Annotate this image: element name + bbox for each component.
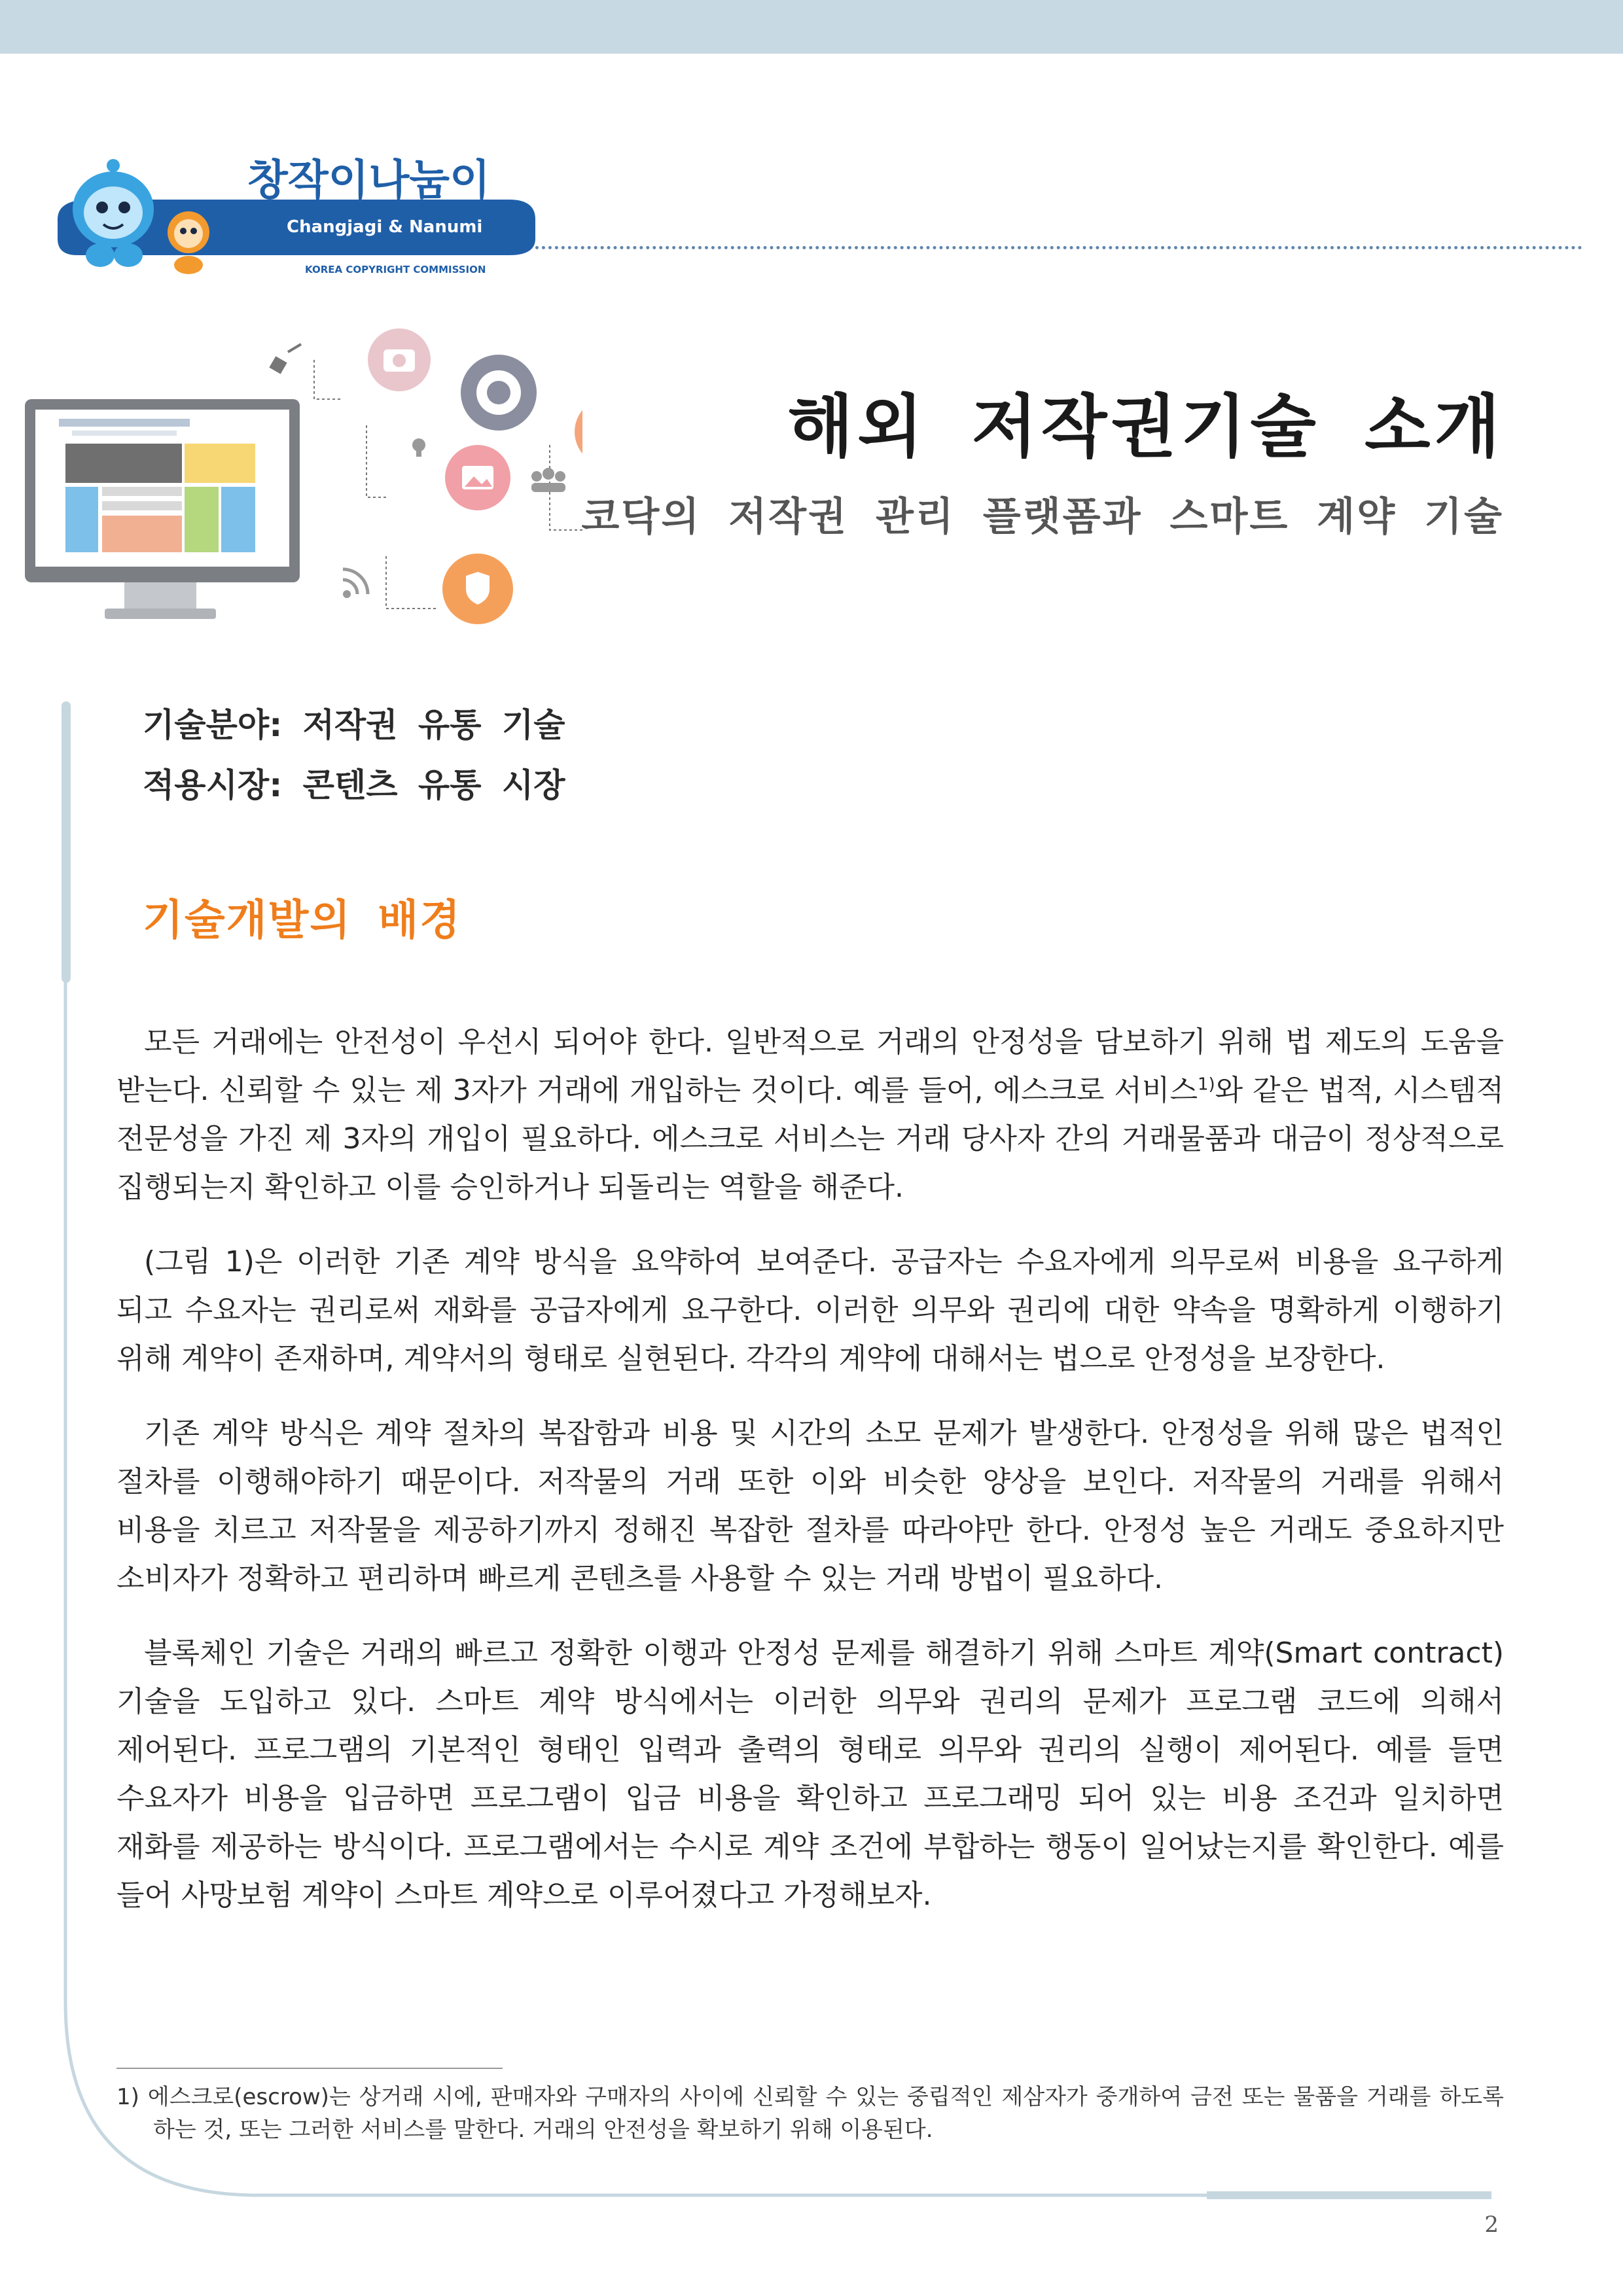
footnote-rule (116, 2068, 503, 2069)
tech-field: 기술분야: 저작권 유통 기술 (143, 706, 565, 744)
monitor-icon (25, 399, 300, 619)
target-market: 적용시장: 콘텐츠 유통 시장 (143, 766, 565, 804)
gear-icon (461, 355, 537, 431)
paragraph-2: (그림 1)은 이러한 기존 계약 방식을 요약하여 보여준다. 공급자는 수요자에게 의무로써 비용을 요구하게 되고 수요자는 권리로써 재화를 공급자에게 요구한다. 이러한 의무와 권리에 대한 약속을 명확하게 이행하기 위해 계약이 존재하며, 계약서의 형태로 실현된다. 각각의 계약에 대해서는 법으로 안정성을 보장한다. (116, 1245, 1504, 1375)
camera-icon (368, 328, 431, 391)
lightbulb-icon (412, 438, 425, 457)
left-accent-bar (62, 701, 71, 983)
logo-name-ko: 창작이나눔이 (247, 156, 490, 205)
paragraph-3: 기존 계약 방식은 계약 절차의 복잡함과 비용 및 시간의 소모 문제가 발생한다. 안정성을 위해 많은 법적인 절차를 이행해야하기 때문이다. 저작물의 거래 또한 이와 비슷한 양상을 보인다. 저작물의 거래를 위해서 비용을 치르고 저작물을 제공하기까지 정해진 복잡한 절차를 따라야만 한다. 안정성 높은 거래도 중요하지만 소비자가 정확하고 편리하며 빠르게 콘텐츠를 사용할 수 있는 거래 방법이 필요하다. (116, 1417, 1504, 1595)
page-title: 해외 저작권기술 소개 (787, 387, 1504, 467)
top-band (0, 0, 1623, 54)
section-heading: 기술개발의 배경 (143, 896, 462, 945)
hero-illustration (20, 321, 582, 635)
paragraph-1-text: 모든 거래에는 안전성이 우선시 되어야 한다. 일반적으로 거래의 안정성을 담보하기 위해 법 제도의 도움을 받는다. 신뢰할 수 있는 제 3자가 거래에 개입하는 것이다. 예를 들어, 에스크로 서비스 (116, 1025, 1504, 1107)
logo-divider (535, 246, 1582, 249)
footnote: 1) 에스크로(escrow)는 상거래 시에, 판매자와 구매자의 사이에 신뢰할 수 있는 중립적인 제삼자가 중개하여 금전 또는 물품을 거래를 하도록 하는 것, 또는 그러한 서비스를 말한다. 거래의 안전성을 확보하기 위해 이용된다. (116, 2084, 1504, 2143)
paragraph-1-text-cont: 와 같은 법적, 시스템적 전문성을 가진 제 3자의 개입이 필요하다. 에스크로 서비스는 거래 당사자 간의 거래물품과 대금이 정상적으로 집행되는지 확인하고 이를 승인하거나 되돌리는 역할을 해준다. (116, 1074, 1505, 1204)
satellite-icon (269, 344, 301, 374)
paragraph-4: 블록체인 기술은 거래의 빠르고 정확한 이행과 안정성 문제를 해결하기 위해 스마트 계약(Smart contract) 기술을 도입하고 있다. 스마트 계약 방식에서는 이러한 의무와 권리의 문제가 프로그램 코드에 의해서 제어된다. 프로그램의 기본적인 형태인 입력과 출력의 형태로 의무와 권리의 실행이 제어된다. 예를 들면 수요자가 비용을 입금하면 프로그램이 입금 비용을 확인하고 프로그래밍 되어 있는 비용 조건과 일치하면 재화를 제공하는 방식이다. 프로그램에서는 수시로 계약 조건에 부합하는 행동이 일어났는지를 확인한다. 예를 들어 사망보험 계약이 스마트 계약으로 이루어졌다고 가정해보자. (116, 1636, 1504, 1912)
paragraph-1 (116, 1018, 1504, 1212)
mascot-small-icon (168, 211, 209, 274)
page-number: 2 (1484, 2212, 1499, 2238)
footnote-ref[interactable]: 1) (1197, 1074, 1215, 1095)
logo-org: KOREA COPYRIGHT COMMISSION (305, 264, 486, 275)
chat-icon (575, 398, 582, 466)
page-subtitle: 코닥의 저작권 관리 플랫폼과 스마트 계약 기술 (581, 494, 1504, 540)
logo (51, 147, 548, 278)
people-icon (531, 468, 565, 492)
rss-icon (343, 569, 368, 598)
image-icon (445, 445, 510, 510)
logo-name-en: Changjagi & Nanumi (287, 217, 483, 237)
shield-icon (442, 554, 513, 624)
body-text (116, 1018, 1504, 1946)
